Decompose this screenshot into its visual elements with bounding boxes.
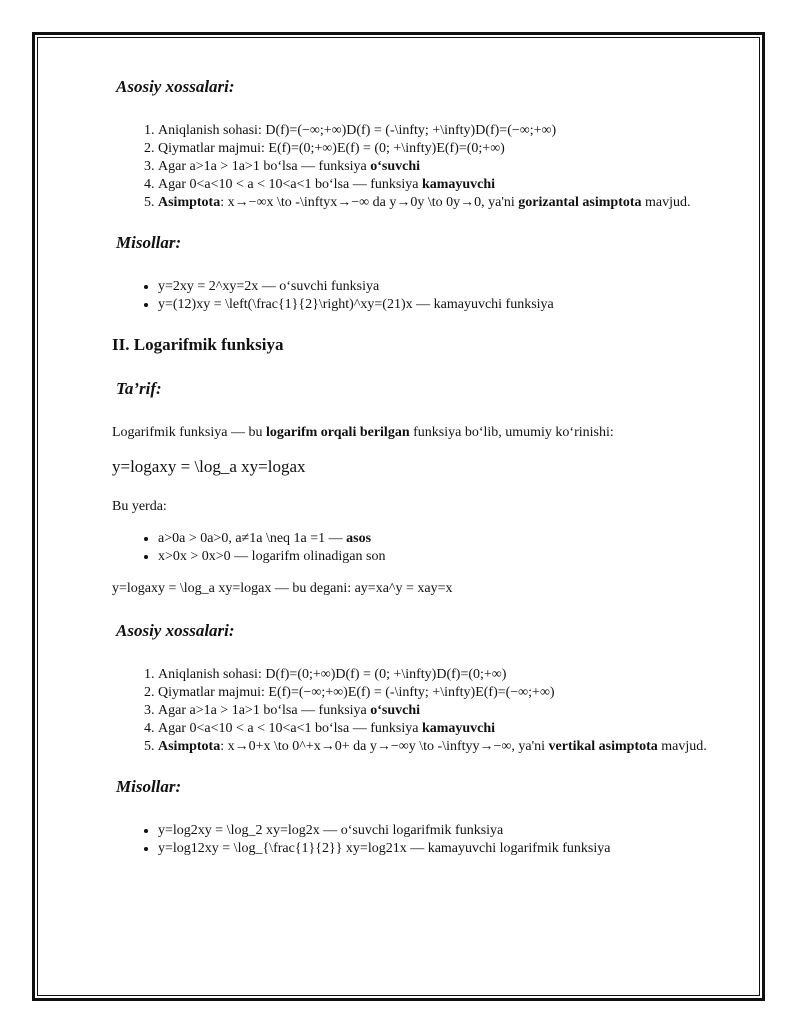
bu-yerda-label: Bu yerda: bbox=[112, 499, 167, 514]
list-item: 4. Agar 0<a<10 < a < 10<a<1 bo‘lsa — funksiya kamayuvchi bbox=[158, 176, 732, 194]
list-item: • x>0x > 0x>0 — logarifm olinadigan son bbox=[158, 548, 732, 566]
definition-paragraph: Logarifmik funksiya — bu logarifm orqali berilgan funksiya bo‘lib, umumiy ko‘rinishi: bbox=[112, 425, 614, 440]
list-item: 4. Agar 0<a<10 < a < 10<a<1 bo‘lsa — funksiya kamayuvchi bbox=[158, 720, 732, 738]
list-item: 1. Aniqlanish sohasi: D(f)=(−∞;+∞)D(f) = (-\infty; +\infty)D(f)=(−∞;+∞) bbox=[158, 122, 732, 140]
examples-list-1 bbox=[112, 278, 732, 314]
list-item: • y=2xy = 2^xy=2x — o‘suvchi funksiya bbox=[158, 278, 732, 296]
list-item: • y=(12)xy = \left(\frac{1}{2}\right)^xy=(21)x — kamayuvchi funksiya bbox=[158, 296, 732, 314]
section-title: II. Logarifmik funksiya bbox=[112, 335, 284, 354]
conditions-list bbox=[112, 530, 732, 566]
list-item: 5. Asimptota: x→−∞x \to -\inftyx→−∞ da y→0y \to 0y→0, ya'ni gorizantal asimptota mavjud. bbox=[158, 194, 732, 212]
list-item: 5. Asimptota: x→0+x \to 0^+x→0+ da y→−∞y \to -\inftyy→−∞, ya'ni vertikal asimptota mavjud. bbox=[158, 738, 732, 756]
document-body bbox=[112, 74, 732, 858]
examples-list-2 bbox=[112, 822, 732, 858]
list-item: 2. Qiymatlar majmui: E(f)=(0;+∞)E(f) = (0; +\infty)E(f)=(0;+∞) bbox=[158, 140, 732, 158]
formula-line: y=logaxy = \log_a xy=logax bbox=[112, 457, 306, 476]
list-item: 2. Qiymatlar majmui: E(f)=(−∞;+∞)E(f) = (-\infty; +\infty)E(f)=(−∞;+∞) bbox=[158, 684, 732, 702]
heading-asosiy-xossalari-2: Asosiy xossalari: bbox=[116, 621, 235, 640]
heading-tarif: Ta’rif: bbox=[116, 379, 162, 398]
list-item: • y=log2xy = \log_2 xy=log2x — o‘suvchi logarifmik funksiya bbox=[158, 822, 732, 840]
list-item: 3. Agar a>1a > 1a>1 bo‘lsa — funksiya o‘suvchi bbox=[158, 158, 732, 176]
heading-asosiy-xossalari-1: Asosiy xossalari: bbox=[116, 77, 235, 96]
heading-misollar-1: Misollar: bbox=[116, 233, 182, 252]
meaning-line: y=logaxy = \log_a xy=logax — bu degani: ay=xa^y = xay=x bbox=[112, 581, 453, 596]
properties-list-1 bbox=[112, 122, 732, 212]
list-item: 1. Aniqlanish sohasi: D(f)=(0;+∞)D(f) = (0; +\infty)D(f)=(0;+∞) bbox=[158, 666, 732, 684]
list-item: 3. Agar a>1a > 1a>1 bo‘lsa — funksiya o‘suvchi bbox=[158, 702, 732, 720]
list-item: • a>0a > 0a>0, a≠1a \neq 1a =1 — asos bbox=[158, 530, 732, 548]
heading-misollar-2: Misollar: bbox=[116, 777, 182, 796]
list-item: • y=log12xy = \log_{\frac{1}{2}} xy=log21x — kamayuvchi logarifmik funksiya bbox=[158, 840, 732, 858]
properties-list-2 bbox=[112, 666, 732, 756]
